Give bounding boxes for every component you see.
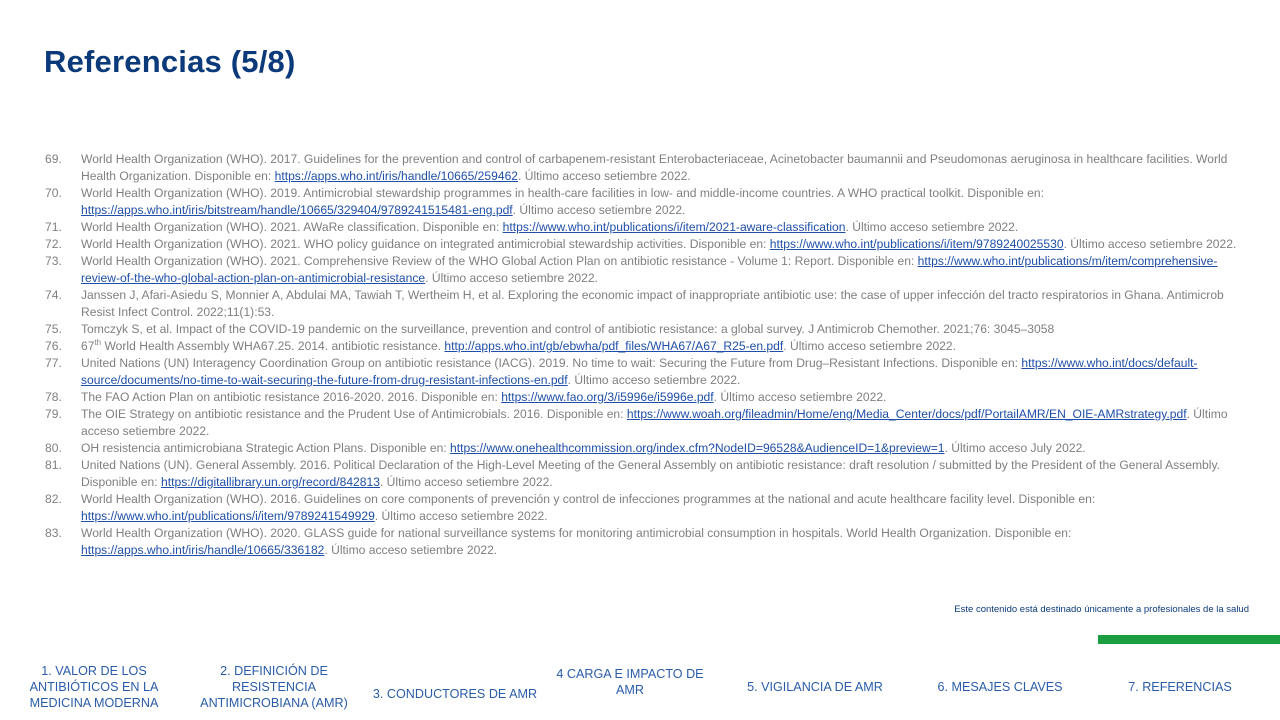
reference-text xyxy=(81,440,1255,457)
reference-link[interactable]: https://apps.who.int/iris/bitstream/handle/10665/329404/9789241515481-eng.pdf xyxy=(81,203,513,217)
reference-link[interactable]: https://www.who.int/publications/i/item/2021-aware-classification xyxy=(502,220,846,234)
page-title: Referencias (5/8) xyxy=(44,44,296,79)
reference-text xyxy=(81,287,1255,321)
nav-tab-label: 7. REFERENCIAS xyxy=(1128,680,1232,694)
reference-access-date: . Último acceso setiembre 2022. xyxy=(324,543,498,557)
reference-number: 77. xyxy=(45,356,62,370)
reference-item xyxy=(45,457,1255,491)
reference-citation: World Health Organization (WHO). 2021. WHO policy guidance on integrated antimicrobial stewardship activities. Disponible en: xyxy=(81,237,770,251)
reference-number: 75. xyxy=(45,322,62,336)
nav-tab-label: 3. CONDUCTORES DE AMR xyxy=(372,687,538,701)
reference-number: 76. xyxy=(45,339,62,353)
reference-link[interactable]: https://www.who.int/publications/i/item/9789240025530 xyxy=(769,237,1064,251)
nav-tab-2[interactable] xyxy=(188,658,360,716)
reference-citation: World Health Organization (WHO). 2019. Antimicrobial stewardship programmes in health-care facilities in low- and middle-income countries. A WHO practical toolkit. Disponible en: xyxy=(81,186,1044,200)
reference-access-date: . Último acceso setiembre 2022. xyxy=(518,169,691,183)
reference-citation: The FAO Action Plan on antibiotic resistance 2016-2020. 2016. Disponible en: xyxy=(81,390,502,404)
reference-access-date: . Último acceso setiembre 2022. xyxy=(425,271,598,285)
reference-number: 69. xyxy=(45,152,62,166)
reference-number: 71. xyxy=(45,220,62,234)
reference-number: 81. xyxy=(45,458,62,472)
reference-number: 70. xyxy=(45,186,62,200)
reference-text xyxy=(81,389,1255,406)
reference-item xyxy=(45,219,1255,236)
reference-link[interactable]: https://www.who.int/publications/i/item/9789241549929 xyxy=(81,509,375,523)
nav-tab-label: 5. VIGILANCIA DE AMR xyxy=(747,680,883,694)
reference-access-date: . Último acceso setiembre 2022. xyxy=(845,220,1019,234)
nav-tab-label: 6. MESAJES CLAVES xyxy=(937,680,1063,694)
reference-access-date: . Último acceso setiembre 2022. xyxy=(1063,237,1237,251)
reference-citation: The OIE Strategy on antibiotic resistance and the Prudent Use of Antimicrobials. 2016. Disponible en: xyxy=(81,407,627,421)
reference-text xyxy=(81,219,1255,236)
reference-number: 79. xyxy=(45,407,62,421)
reference-link[interactable]: https://www.who.int/publications/m/item/comprehensive-review-of-the-who-global-action-plan-on-antimicrobial-resistance xyxy=(81,254,1218,285)
reference-citation: OH resistencia antimicrobiana Strategic Action Plans. Disponible en: xyxy=(81,441,451,455)
reference-link[interactable]: https://www.onehealthcommission.org/index.cfm?NodeID=96528&AudienceID=1&preview=1 xyxy=(450,441,945,455)
reference-citation: World Health Assembly WHA67.25. 2014. antibiotic resistance. xyxy=(101,339,445,353)
reference-link[interactable]: https://www.woah.org/fileadmin/Home/eng/Media_Center/docs/pdf/PortailAMR/EN_OIE-AMRstrategy.pdf xyxy=(626,407,1187,421)
reference-text xyxy=(81,406,1255,440)
nav-tab-label: 2. DEFINICIÓN DE RESISTENCIA ANTIMICROBIANA (AMR) xyxy=(200,664,348,710)
reference-item xyxy=(45,236,1255,253)
reference-number: 73. xyxy=(45,254,62,268)
reference-number: 72. xyxy=(45,237,62,251)
reference-citation: United Nations (UN) Interagency Coordination Group on antibiotic resistance (IACG). 2019. No time to wait: Securing the Future from Drug–Resistant Infections. Disponible en: xyxy=(81,356,1022,370)
reference-item xyxy=(45,406,1255,440)
reference-link[interactable]: https://www.fao.org/3/i5996e/i5996e.pdf xyxy=(501,390,714,404)
reference-link[interactable]: https://apps.who.int/iris/handle/10665/336182 xyxy=(81,543,325,557)
reference-item xyxy=(45,185,1255,219)
nav-tab-7[interactable] xyxy=(1080,658,1280,716)
reference-link[interactable]: http://apps.who.int/gb/ebwha/pdf_files/WHA67/A67_R25-en.pdf xyxy=(444,339,784,353)
reference-number: 74. xyxy=(45,288,62,302)
reference-text xyxy=(81,457,1255,491)
reference-text xyxy=(81,321,1255,338)
reference-access-date: . Último acceso setiembre 2022. xyxy=(374,509,548,523)
reference-text xyxy=(81,525,1255,559)
reference-citation: World Health Organization (WHO). 2020. GLASS guide for national surveillance systems for monitoring antimicrobial consumption in hospitals. World Health Organization. Disponible en: xyxy=(81,526,1072,540)
reference-item xyxy=(45,151,1255,185)
reference-link[interactable]: https://www.who.int/docs/default-source/documents/no-time-to-wait-securing-the-future-from-drug-resistant-infections-en.pdf xyxy=(81,356,1198,387)
reference-item xyxy=(45,287,1255,321)
reference-citation: United Nations (UN). General Assembly. 2016. Political Declaration of the High-Level Meeting of the General Assembly on antibiotic resistance: draft resolution / submitted by the President of the General Assembly. Disponible en: xyxy=(81,458,1220,489)
reference-ordinal: 67 xyxy=(81,339,95,353)
reference-access-date: . Último acceso setiembre 2022. xyxy=(783,339,956,353)
reference-ordinal-suffix: th xyxy=(94,337,102,347)
reference-item xyxy=(45,338,1255,355)
reference-number: 83. xyxy=(45,526,62,540)
reference-item xyxy=(45,253,1255,287)
reference-number: 78. xyxy=(45,390,62,404)
reference-access-date: . Último acceso setiembre 2022. xyxy=(512,203,686,217)
reference-citation: World Health Organization (WHO). 2017. Guidelines for the prevention and control of carbapenem-resistant Enterobacteriaceae, Acinetobacter baumannii and Pseudomonas aeruginosa in healthcare facilities. World Health Organization. Disponible en: xyxy=(81,152,1228,183)
reference-item xyxy=(45,321,1255,338)
reference-text xyxy=(81,355,1255,389)
nav-tab-label: 4 CARGA E IMPACTO DE AMR xyxy=(556,667,704,697)
reference-number: 80. xyxy=(45,441,62,455)
reference-citation: Tomczyk S, et al. Impact of the COVID-19 pandemic on the surveillance, prevention and control of antibiotic resistance: a global survey. J Antimicrob Chemother. 2021;76: 3045–3058 xyxy=(81,322,1055,336)
reference-citation: World Health Organization (WHO). 2016. Guidelines on core components of prevención y control de infecciones programmes at the national and acute healthcare facility level. Disponible en: xyxy=(81,492,1096,506)
reference-access-date: . Último acceso setiembre 2022. xyxy=(379,475,553,489)
nav-tab-1[interactable] xyxy=(0,658,188,716)
nav-tab-label: 1. VALOR DE LOS ANTIBIÓTICOS EN LA MEDICINA MODERNA xyxy=(29,664,159,710)
reference-access-date: . Último acceso setiembre 2022. xyxy=(713,390,887,404)
reference-text xyxy=(81,236,1255,253)
nav-tab-5[interactable] xyxy=(710,658,920,716)
reference-item xyxy=(45,491,1255,525)
nav-tab-3[interactable] xyxy=(360,658,550,716)
section-navigation xyxy=(0,654,1280,720)
reference-text xyxy=(81,253,1255,287)
nav-tab-6[interactable] xyxy=(920,658,1080,716)
reference-text xyxy=(81,185,1255,219)
nav-tab-4[interactable] xyxy=(550,658,710,716)
reference-list xyxy=(45,151,1255,559)
reference-access-date: . Último acceso setiembre 2022. xyxy=(81,407,1228,438)
reference-item xyxy=(45,355,1255,389)
accent-bar xyxy=(1098,635,1280,644)
reference-text xyxy=(81,151,1255,185)
reference-link[interactable]: https://digitallibrary.un.org/record/842813 xyxy=(161,475,380,489)
disclaimer-text: Este contenido está destinado únicamente a profesionales de la salud xyxy=(954,604,1249,615)
reference-link[interactable]: https://apps.who.int/iris/handle/10665/259462 xyxy=(274,169,519,183)
reference-item xyxy=(45,440,1255,457)
reference-access-date: . Último acceso setiembre 2022. xyxy=(567,373,741,387)
reference-text xyxy=(81,338,1255,355)
reference-citation: Janssen J, Afari-Asiedu S, Monnier A, Abdulai MA, Tawiah T, Wertheim H, et al. Exploring the economic impact of inappropriate antibiotic use: the case of upper infección del tracto respiratorios in Ghana. Antimicrob Resist Infect Control. 2022;11(1):53. xyxy=(81,288,1224,319)
reference-access-date: . Último acceso July 2022. xyxy=(944,441,1086,455)
reference-item xyxy=(45,389,1255,406)
reference-text xyxy=(81,491,1255,525)
reference-item xyxy=(45,525,1255,559)
reference-number: 82. xyxy=(45,492,62,506)
reference-citation: World Health Organization (WHO). 2021. Comprehensive Review of the WHO Global Action Plan on antibiotic resistance - Volume 1: Report. Disponible en: xyxy=(81,254,918,268)
reference-citation: World Health Organization (WHO). 2021. AWaRe classification. Disponible en: xyxy=(81,220,503,234)
